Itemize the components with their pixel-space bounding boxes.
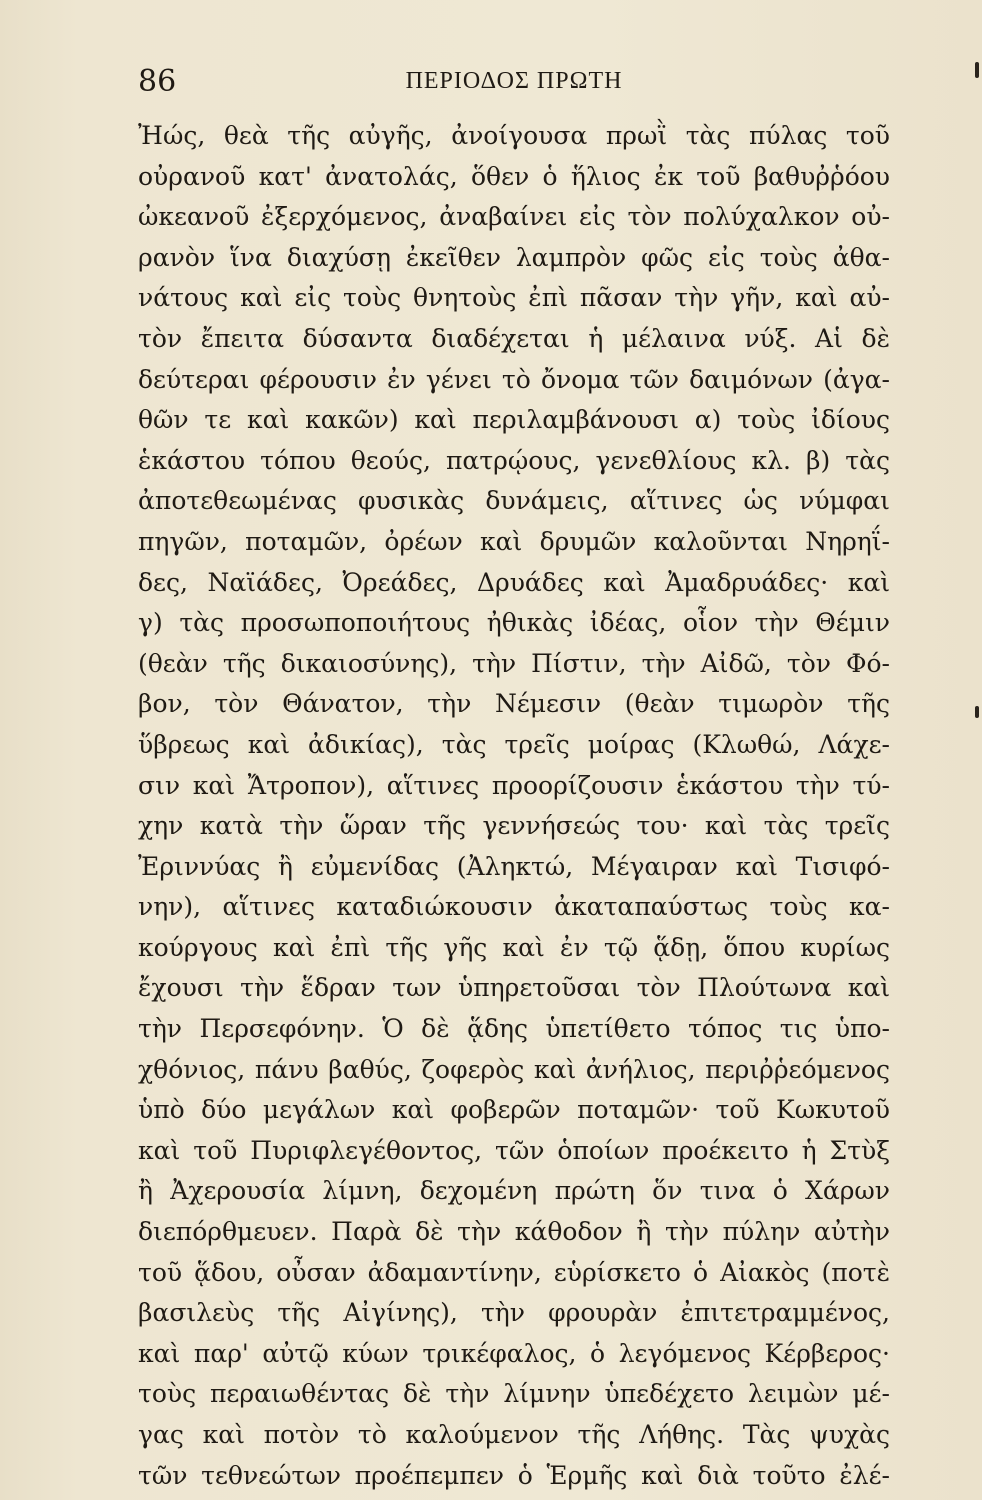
text-line: διεπόρθμευεν. Παρὰ δὲ τὴν κάθοδον ἢ τὴν πύλην αὐτὴν: [138, 1217, 890, 1247]
text-line: σιν καὶ Ἄτροπον), αἵτινες προορίζουσιν ἑκάστου τὴν τύ-: [138, 770, 890, 800]
text-line: θῶν τε καὶ κακῶν) καὶ περιλαμβάνουσι α) τοὺς ἰδίους: [138, 405, 890, 435]
body-text: [138, 116, 890, 1496]
text-line: τὴν Περσεφόνην. Ὁ δὲ ᾅδης ὑπετίθετο τόπος τις ὑπο-: [138, 1014, 890, 1044]
text-line: γας καὶ ποτὸν τὸ καλούμενον τῆς Λήθης. Τὰς ψυχὰς: [138, 1420, 890, 1449]
text-line: Ἐριννύας ἢ εὐμενίδας (Ἀληκτώ, Μέγαιραν καὶ Τισιφό-: [138, 851, 890, 881]
text-line: τοὺς περαιωθέντας δὲ τὴν λίμνην ὑπεδέχετο λειμὼν μέ-: [138, 1379, 890, 1409]
text-line: πηγῶν, ποταμῶν, ὀρέων καὶ δρυμῶν καλοῦνται Νηρηΐ-: [138, 526, 890, 556]
text-line: ὠκεανοῦ ἐξερχόμενος, ἀναβαίνει εἰς τὸν πολύχαλκον οὐ-: [138, 202, 890, 232]
running-head: ΠΕΡΙΟΔΟΣ ΠΡΩΤΗ: [405, 68, 623, 94]
margin-mark-top: [975, 62, 979, 78]
page-number: 86: [138, 64, 177, 99]
text-line: βον, τὸν Θάνατον, τὴν Νέμεσιν (θεὰν τιμωρὸν τῆς: [138, 689, 890, 719]
text-line: ἢ Ἀχερουσία λίμνη, δεχομένη πρώτη ὅν τινα ὁ Χάρων: [138, 1176, 890, 1206]
text-line: χην κατὰ τὴν ὥραν τῆς γεννήσεώς του· καὶ τὰς τρεῖς: [138, 811, 890, 841]
text-line: ὑπὸ δύο μεγάλων καὶ φοβερῶν ποταμῶν· τοῦ Κωκυτοῦ: [138, 1095, 890, 1125]
text-line: ρανὸν ἵνα διαχύσῃ ἐκεῖθεν λαμπρὸν φῶς εἰς τοὺς ἀθα-: [138, 242, 890, 272]
text-line: τῶν τεθνεώτων προέπεμπεν ὁ Ἑρμῆς καὶ διὰ τοῦτο ἐλέ-: [138, 1460, 890, 1490]
text-line: ἔχουσι τὴν ἕδραν των ὑπηρετοῦσαι τὸν Πλούτωνα καὶ: [138, 973, 890, 1003]
text-line: ὕβρεως καὶ ἀδικίας), τὰς τρεῖς μοίρας (Κλωθώ, Λάχε-: [138, 729, 890, 759]
text-line: κούργους καὶ ἐπὶ τῆς γῆς καὶ ἐν τῷ ᾅδῃ, ὅπου κυρίως: [138, 932, 890, 962]
text-line: καὶ τοῦ Πυριφλεγέθοντος, τῶν ὁποίων προέκειτο ἡ Στὺξ: [138, 1135, 890, 1165]
margin-mark-bottom: [975, 706, 979, 718]
page-header: [138, 64, 890, 104]
text-line: οὐρανοῦ κατ' ἀνατολάς, ὅθεν ὁ ἥλιος ἐκ τοῦ βαθυῤῥόου: [138, 161, 890, 191]
text-line: τὸν ἔπειτα δύσαντα διαδέχεται ἡ μέλαινα νύξ. Αἱ δὲ: [138, 323, 890, 353]
text-line: καὶ παρ' αὐτῷ κύων τρικέφαλος, ὁ λεγόμενος Κέρβερος·: [138, 1338, 890, 1368]
text-line: χθόνιος, πάνυ βαθύς, ζοφερὸς καὶ ἀνήλιος, περιῤῥεόμενος: [138, 1054, 890, 1084]
text-line: (θεὰν τῆς δικαιοσύνης), τὴν Πίστιν, τὴν Αἰδῶ, τὸν Φό-: [138, 648, 890, 678]
text-line: δεύτεραι φέρουσιν ἐν γένει τὸ ὄνομα τῶν δαιμόνων (ἀγα-: [138, 364, 890, 394]
text-line: γ) τὰς προσωποποιήτους ἠθικὰς ἰδέας, οἷον τὴν Θέμιν: [138, 608, 890, 638]
text-line: νάτους καὶ εἰς τοὺς θνητοὺς ἐπὶ πᾶσαν τὴν γῆν, καὶ αὐ-: [138, 283, 890, 313]
text-line: ἀποτεθεωμένας φυσικὰς δυνάμεις, αἵτινες ὡς νύμφαι: [138, 486, 890, 516]
text-line: Ἠώς, θεὰ τῆς αὐγῆς, ἀνοίγουσα πρωῒ τὰς πύλας τοῦ: [138, 121, 890, 150]
text-line: βασιλεὺς τῆς Αἰγίνης), τὴν φρουρὰν ἐπιτετραμμένος,: [138, 1298, 890, 1328]
text-line: δες, Ναϊάδες, Ὀρεάδες, Δρυάδες καὶ Ἀμαδρυάδες· καὶ: [138, 567, 890, 597]
text-line: τοῦ ᾅδου, οὖσαν ἀδαμαντίνην, εὑρίσκετο ὁ Αἰακὸς (ποτὲ: [138, 1257, 890, 1287]
text-line: ἑκάστου τόπου θεούς, πατρῴους, γενεθλίους κλ. β) τὰς: [138, 445, 890, 475]
text-line: νην), αἵτινες καταδιώκουσιν ἀκαταπαύστως τοὺς κα-: [138, 892, 890, 922]
